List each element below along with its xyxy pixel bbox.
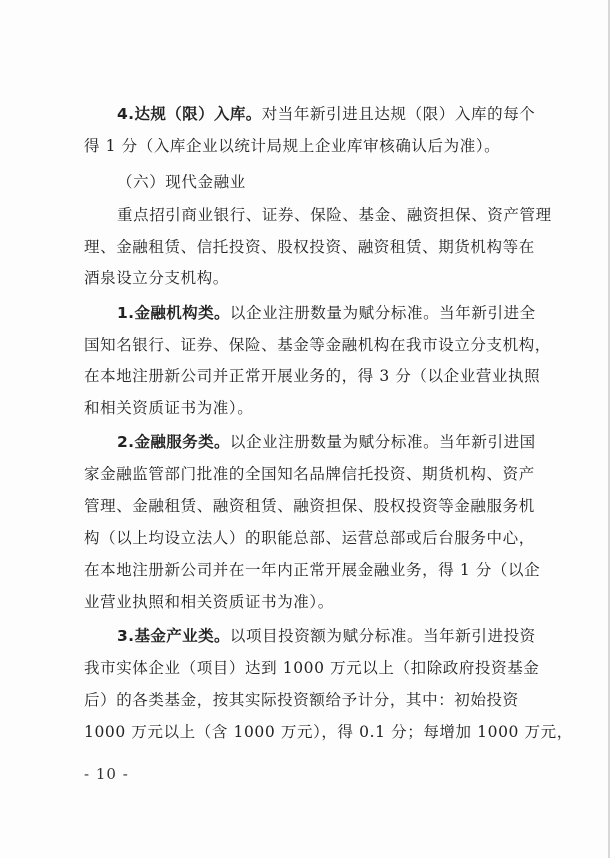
text-line-19: 后）的各类基金，按其实际投资额给予计分，其中：初始投资 — [84, 691, 519, 709]
text-line-4: 重点招引商业银行、证券、保险、基金、融资担保、资产管理 — [117, 206, 552, 224]
text-line-8: 国知名银行、证券、保险、基金等金融机构在我市设立分支机构， — [84, 336, 551, 354]
text-line-6: 酒泉设立分支机构。 — [84, 269, 229, 287]
text-line-5: 理、金融租赁、信托投资、股权投资、融资租赁、期货机构等在 — [84, 238, 535, 256]
text-line-15: 在本地注册新公司并在一年内正常开展金融业务，得 1 分（以企 — [84, 561, 541, 579]
text-line-11: 2.金融服务类。以企业注册数量为赋分标准。当年新引进国 — [117, 433, 536, 451]
section-heading-6: （六）现代金融业 — [117, 173, 246, 191]
text-line-9: 在本地注册新公司并正常开展业务的，得 3 分（以企业营业执照 — [84, 367, 541, 385]
text-line-1: 4.达规（限）入库。对当年新引进且达规（限）入库的每个 — [117, 105, 536, 123]
text-line-14: 构（以上均设立法人）的职能总部、运营总部或后台服务中心， — [84, 529, 535, 547]
text-line-10: 和相关资质证书为准）。 — [84, 399, 254, 417]
page-number: - 10 - — [84, 765, 129, 783]
clause-heading-4: 4.达规（限）入库。 — [117, 105, 262, 123]
text-line-7: 1.金融机构类。以企业注册数量为赋分标准。当年新引进全 — [117, 304, 536, 322]
clause-heading-3: 3.基金产业类。 — [117, 627, 230, 645]
text-line-20: 1000 万元以上（含 1000 万元），得 0.1 分；每增加 1000 万元， — [84, 723, 573, 741]
text-line-2: 得 1 分（入库企业以统计局规上企业库审核确认后为准）。 — [84, 137, 501, 155]
text-line-13: 管理、金融租赁、融资租赁、融资担保、股权投资等金融服务机 — [84, 497, 535, 515]
text-line-16: 业营业执照和相关资质证书为准）。 — [84, 593, 334, 611]
text-line-17: 3.基金产业类。以项目投资额为赋分标准。当年新引进投资 — [117, 627, 536, 645]
clause-heading-1: 1.金融机构类。 — [117, 304, 230, 322]
text-line-18: 我市实体企业（项目）达到 1000 万元以上（扣除政府投资基金 — [84, 659, 540, 677]
clause-heading-2: 2.金融服务类。 — [117, 433, 230, 451]
text-line-12: 家金融监管部门批准的全国知名品牌信托投资、期货机构、资产 — [84, 465, 535, 483]
